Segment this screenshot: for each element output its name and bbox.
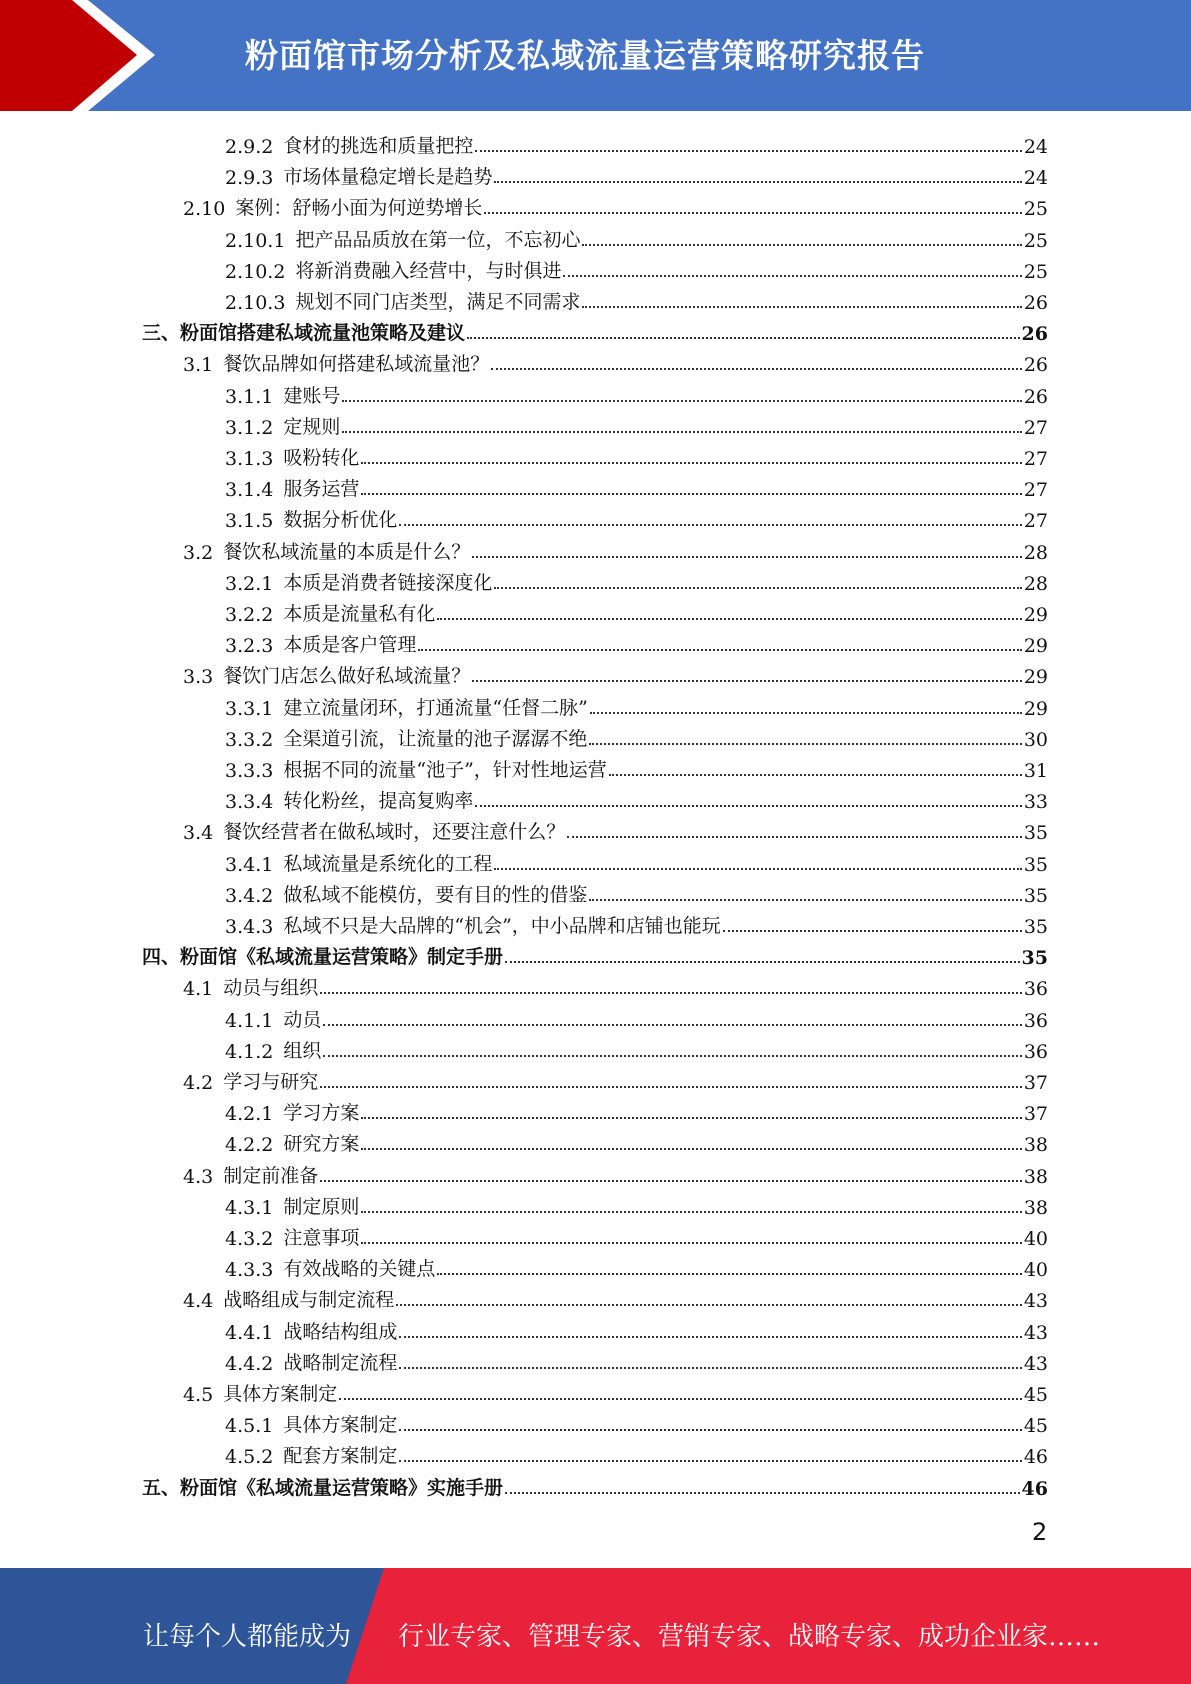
- toc-entry-page: 46: [1023, 1446, 1048, 1469]
- toc-entry-number: 4.3.3: [225, 1259, 274, 1282]
- toc-entry-number: 3.1: [183, 354, 214, 377]
- toc-entry-page: 31: [1023, 760, 1048, 782]
- toc-entry[interactable]: [225, 470, 1048, 501]
- toc-entry-title: 本质是客户管理: [283, 634, 417, 657]
- toc-entry-number: 2.10.2: [225, 260, 286, 283]
- toc-entry[interactable]: [225, 1406, 1048, 1437]
- toc-entry-number: 3.1.3: [225, 448, 274, 470]
- toc-entry-number: 2.10: [183, 198, 226, 221]
- toc-entry-title: 制定前准备: [223, 1164, 319, 1187]
- toc-entry-number: 3.3.3: [225, 760, 274, 782]
- toc-leader-dots: [361, 493, 1021, 495]
- toc-entry-title: 全渠道引流，让流量的池子潺潺不绝: [283, 727, 588, 750]
- toc-entry[interactable]: [225, 377, 1048, 408]
- toc-leader-dots: [339, 1398, 1022, 1400]
- toc-entry[interactable]: [225, 564, 1048, 595]
- toc-entry-title: 服务运营: [283, 478, 360, 501]
- toc-entry-page: 24: [1023, 167, 1048, 190]
- toc-entry-page: 26: [1023, 354, 1048, 377]
- toc-leader-dots: [567, 836, 1022, 838]
- toc-leader-dots: [589, 743, 1021, 745]
- toc-entry-title: 私域流量是系统化的工程: [283, 852, 493, 875]
- toc-leader-dots: [582, 306, 1021, 308]
- toc-entry-number: 4.2: [183, 1072, 214, 1094]
- toc-entry-title: 吸粉转化: [283, 447, 360, 469]
- toc-entry[interactable]: [142, 938, 1048, 969]
- toc-entry-title: 五、粉面馆《私域流量运营策略》实施手册: [142, 1476, 504, 1499]
- toc-entry[interactable]: [183, 1375, 1048, 1406]
- toc-entry-page: 35: [1021, 947, 1048, 970]
- toc-entry-page: 29: [1023, 635, 1048, 658]
- toc-entry-title: 学习方案: [283, 1102, 360, 1125]
- toc-entry-title: 把产品品质放在第一位，不忘初心: [295, 228, 581, 251]
- toc-leader-dots: [361, 1148, 1021, 1150]
- toc-entry[interactable]: [225, 720, 1048, 751]
- toc-entry-number: 3.4.2: [225, 884, 274, 907]
- toc-leader-dots: [361, 1211, 1021, 1213]
- toc-entry-number: 4.2.2: [225, 1134, 274, 1157]
- toc-entry[interactable]: [183, 189, 1048, 220]
- toc-leader-dots: [590, 712, 1022, 714]
- toc-entry-page: 26: [1023, 385, 1048, 408]
- page-footer: [0, 1568, 1191, 1684]
- toc-entry[interactable]: [225, 1001, 1048, 1032]
- toc-entry-page: 28: [1023, 572, 1048, 595]
- toc-entry-number: 4.5.1: [225, 1415, 274, 1438]
- toc-entry[interactable]: [225, 1250, 1048, 1281]
- toc-entry-number: 3.1.5: [225, 510, 274, 533]
- toc-entry-number: 3.3.1: [225, 697, 274, 720]
- toc-entry-title: 配套方案制定: [283, 1445, 398, 1468]
- toc-leader-dots: [472, 556, 1022, 558]
- toc-entry-number: 4.1: [183, 978, 214, 1001]
- toc-entry-page: 35: [1023, 916, 1048, 938]
- toc-leader-dots: [494, 181, 1021, 183]
- toc-leader-dots: [396, 1304, 1022, 1306]
- toc-entry-number: 4.1.1: [225, 1009, 274, 1032]
- toc-entry-title: 组织: [283, 1039, 322, 1062]
- toc-leader-dots: [323, 1024, 1021, 1026]
- toc-entry-title: 注意事项: [283, 1227, 360, 1249]
- toc-entry[interactable]: [225, 1125, 1048, 1156]
- toc-leader-dots: [491, 368, 1022, 370]
- toc-entry-page: 29: [1023, 697, 1048, 720]
- toc-entry-page: 46: [1021, 1477, 1048, 1500]
- toc-entry-title: 四、粉面馆《私域流量运营策略》制定手册: [142, 946, 504, 969]
- toc-leader-dots: [399, 1336, 1021, 1338]
- toc-leader-dots: [361, 1242, 1021, 1244]
- toc-entry[interactable]: [225, 1344, 1048, 1375]
- toc-leader-dots: [361, 462, 1021, 464]
- toc-leader-dots: [494, 868, 1021, 870]
- toc-entry[interactable]: [225, 501, 1048, 532]
- toc-entry-number: 3.2: [183, 541, 214, 564]
- toc-entry-title: 建账号: [283, 384, 341, 407]
- toc-entry[interactable]: [183, 657, 1048, 688]
- toc-entry[interactable]: [225, 127, 1048, 158]
- toc-entry-page: 40: [1023, 1228, 1048, 1250]
- toc-entry-page: 43: [1023, 1352, 1048, 1375]
- toc-entry-title: 具体方案制定: [223, 1383, 338, 1405]
- toc-leader-dots: [437, 618, 1021, 620]
- toc-entry[interactable]: [142, 314, 1048, 345]
- toc-entry-number: 3.4.1: [225, 853, 274, 876]
- toc-entry-title: 市场体量稳定增长是趋势: [283, 166, 493, 189]
- toc-entry-title: 具体方案制定: [283, 1414, 398, 1437]
- toc-leader-dots: [399, 1429, 1021, 1431]
- toc-entry[interactable]: [225, 689, 1048, 720]
- toc-entry-number: 4.4.1: [225, 1321, 274, 1344]
- toc-entry-page: 43: [1023, 1321, 1048, 1344]
- toc-entry-number: 3.4: [183, 822, 214, 845]
- toc-entry[interactable]: [225, 1219, 1048, 1250]
- toc-entry[interactable]: [225, 408, 1048, 439]
- toc-leader-dots: [320, 992, 1022, 994]
- toc-entry-page: 29: [1023, 666, 1048, 689]
- toc-entry-page: 27: [1023, 510, 1048, 533]
- toc-entry[interactable]: [225, 626, 1048, 657]
- toc-entry-number: 4.4.2: [225, 1352, 274, 1375]
- toc-entry[interactable]: [225, 252, 1048, 283]
- toc-entry[interactable]: [225, 439, 1048, 470]
- toc-entry[interactable]: [183, 1063, 1048, 1094]
- toc-entry-number: 2.9.3: [225, 167, 274, 190]
- toc-leader-dots: [475, 150, 1021, 152]
- toc-entry-number: 3.4.3: [225, 916, 274, 938]
- toc-entry-page: 37: [1023, 1103, 1048, 1126]
- toc-entry-page: 28: [1023, 541, 1048, 564]
- toc-entry-title: 数据分析优化: [283, 509, 398, 532]
- toc-entry[interactable]: [225, 1094, 1048, 1125]
- toc-entry-page: 24: [1023, 136, 1048, 158]
- toc-entry-number: 3.2.3: [225, 635, 274, 658]
- toc-entry-title: 定规则: [283, 415, 341, 438]
- toc-leader-dots: [437, 1273, 1021, 1275]
- toc-leader-dots: [320, 1180, 1022, 1182]
- toc-entry[interactable]: [142, 1469, 1048, 1500]
- toc-leader-dots: [418, 649, 1021, 651]
- toc-leader-dots: [494, 587, 1021, 589]
- toc-entry-number: 3.3.2: [225, 728, 274, 751]
- toc-leader-dots: [589, 899, 1021, 901]
- toc-entry[interactable]: [225, 751, 1048, 782]
- toc-entry[interactable]: [225, 907, 1048, 938]
- toc-entry-number: 4.5.2: [225, 1446, 274, 1469]
- toc-entry-number: 3.2.2: [225, 604, 274, 626]
- toc-entry-page: 29: [1023, 604, 1048, 626]
- toc-entry-title: 餐饮门店怎么做好私域流量？: [223, 665, 471, 688]
- footer-slogan: 让每个人都能成为: [143, 1622, 352, 1652]
- toc-entry-page: 30: [1023, 728, 1048, 751]
- toc-leader-dots: [475, 805, 1021, 807]
- toc-entry-page: 36: [1023, 1009, 1048, 1032]
- toc-leader-dots: [323, 1055, 1021, 1057]
- toc-entry[interactable]: [183, 1281, 1048, 1312]
- toc-entry-page: 26: [1021, 323, 1048, 346]
- page-number: 2: [1032, 1518, 1048, 1546]
- toc-entry-title: 餐饮经营者在做私域时，还要注意什么？: [223, 821, 566, 844]
- toc-leader-dots: [505, 1492, 1020, 1494]
- toc-entry-number: 4.3.1: [225, 1196, 274, 1219]
- toc-entry[interactable]: [225, 595, 1048, 626]
- toc-entry[interactable]: [183, 1157, 1048, 1188]
- toc-entry-page: 38: [1023, 1165, 1048, 1188]
- toc-entry[interactable]: [225, 1188, 1048, 1219]
- toc-entry-title: 战略结构组成: [283, 1320, 398, 1343]
- toc-entry-number: 4.2.1: [225, 1103, 274, 1126]
- toc-leader-dots: [320, 1086, 1022, 1088]
- toc-entry-title: 本质是消费者链接深度化: [283, 571, 493, 594]
- toc-entry[interactable]: [225, 1032, 1048, 1063]
- toc-entry[interactable]: [183, 533, 1048, 564]
- toc-entry-title: 学习与研究: [223, 1071, 319, 1093]
- toc-entry[interactable]: [225, 876, 1048, 907]
- toc-entry-number: 2.9.2: [225, 136, 274, 158]
- toc-entry-number: 4.1.2: [225, 1040, 274, 1063]
- toc-leader-dots: [563, 275, 1021, 277]
- toc-entry-page: 43: [1023, 1290, 1048, 1313]
- toc-entry-page: 35: [1023, 822, 1048, 845]
- toc-entry[interactable]: [183, 969, 1048, 1000]
- toc-entry-number: 3.1.2: [225, 416, 274, 439]
- toc-entry-number: 3.3.4: [225, 791, 274, 814]
- toc-entry-page: 36: [1023, 978, 1048, 1001]
- toc-leader-dots: [399, 1367, 1021, 1369]
- toc-entry-title: 战略制定流程: [283, 1351, 398, 1374]
- document-title: 粉面馆市场分析及私域流量运营策略研究报告: [245, 36, 925, 75]
- toc-leader-dots: [723, 930, 1022, 932]
- toc-leader-dots: [467, 337, 1020, 339]
- toc-entry[interactable]: [225, 1313, 1048, 1344]
- toc-entry-page: 35: [1023, 853, 1048, 876]
- toc-entry-title: 案例：舒畅小面为何逆势增长: [235, 197, 483, 220]
- toc-leader-dots: [342, 431, 1021, 433]
- toc-entry-number: 4.5: [183, 1384, 214, 1406]
- toc-leader-dots: [342, 400, 1021, 402]
- toc-entry-title: 食材的挑选和质量把控: [283, 135, 474, 157]
- toc-entry[interactable]: [225, 158, 1048, 189]
- toc-entry-number: 4.3.2: [225, 1228, 274, 1250]
- toc-entry-title: 有效战略的关键点: [283, 1258, 436, 1281]
- page-header: [0, 0, 1191, 111]
- toc-entry-title: 本质是流量私有化: [283, 603, 436, 625]
- toc-entry-number: 3.1.1: [225, 385, 274, 408]
- toc-entry[interactable]: [183, 813, 1048, 844]
- toc-leader-dots: [399, 524, 1021, 526]
- toc-entry[interactable]: [225, 283, 1048, 314]
- toc-entry-title: 动员与组织: [223, 977, 319, 1000]
- toc-entry-page: 45: [1023, 1384, 1048, 1406]
- toc-entry-page: 27: [1023, 448, 1048, 470]
- toc-entry-page: 25: [1023, 229, 1048, 252]
- toc-entry-page: 38: [1023, 1134, 1048, 1157]
- toc-entry-page: 45: [1023, 1415, 1048, 1438]
- toc-entry-number: 3.3: [183, 666, 214, 689]
- toc-entry-number: 2.10.3: [225, 292, 286, 314]
- toc-entry-title: 制定原则: [283, 1195, 360, 1218]
- toc-entry-title: 战略组成与制定流程: [223, 1289, 395, 1312]
- toc-entry-page: 25: [1023, 198, 1048, 221]
- toc-entry-page: 27: [1023, 416, 1048, 439]
- toc-entry[interactable]: [225, 782, 1048, 813]
- toc-leader-dots: [484, 212, 1021, 214]
- toc-entry-page: 27: [1023, 479, 1048, 502]
- toc-entry-number: 4.4: [183, 1290, 214, 1313]
- toc-entry-title: 将新消费融入经营中，与时俱进: [295, 259, 562, 282]
- toc-entry[interactable]: [225, 845, 1048, 876]
- toc-entry-title: 动员: [283, 1008, 322, 1031]
- toc-entry-title: 建立流量闭环，打通流量“任督二脉”: [283, 696, 588, 719]
- toc-entry-page: 25: [1023, 260, 1048, 283]
- toc-entry[interactable]: [225, 1437, 1048, 1468]
- toc-entry-title: 私域不只是大品牌的“机会”，中小品牌和店铺也能玩: [283, 915, 721, 937]
- toc-entry-number: 4.3: [183, 1165, 214, 1188]
- toc-entry-title: 餐饮品牌如何搭建私域流量池？: [223, 353, 490, 376]
- toc-leader-dots: [609, 774, 1022, 776]
- toc-entry-title: 转化粉丝，提高复购率: [283, 790, 474, 813]
- toc-entry-page: 33: [1023, 791, 1048, 814]
- toc-leader-dots: [582, 244, 1021, 246]
- toc-entry-title: 根据不同的流量“池子”，针对性地运营: [283, 759, 607, 781]
- toc-entry-page: 37: [1023, 1072, 1048, 1094]
- footer-roles: 行业专家、管理专家、营销专家、战略专家、成功企业家……: [398, 1622, 1101, 1652]
- toc-leader-dots: [361, 1117, 1021, 1119]
- toc-entry-page: 40: [1023, 1259, 1048, 1282]
- toc-entry[interactable]: [225, 221, 1048, 252]
- toc-leader-dots: [505, 961, 1020, 963]
- toc-leader-dots: [399, 1460, 1021, 1462]
- toc-entry-page: 26: [1023, 292, 1048, 314]
- toc-entry-title: 研究方案: [283, 1133, 360, 1156]
- toc-entry-number: 3.2.1: [225, 572, 274, 595]
- toc-entry-page: 38: [1023, 1196, 1048, 1219]
- toc-entry-number: 3.1.4: [225, 479, 274, 502]
- toc-entry-number: 2.10.1: [225, 229, 286, 252]
- toc-entry-page: 35: [1023, 884, 1048, 907]
- toc-entry-title: 三、粉面馆搭建私域流量池策略及建议: [142, 322, 466, 345]
- toc-leader-dots: [472, 680, 1022, 682]
- toc-entry-page: 36: [1023, 1040, 1048, 1063]
- toc-entry-title: 餐饮私域流量的本质是什么？: [223, 540, 471, 563]
- toc-entry-title: 做私域不能模仿，要有目的性的借鉴: [283, 883, 588, 906]
- toc-entry-title: 规划不同门店类型，满足不同需求: [295, 291, 581, 313]
- toc-entry[interactable]: [183, 345, 1048, 376]
